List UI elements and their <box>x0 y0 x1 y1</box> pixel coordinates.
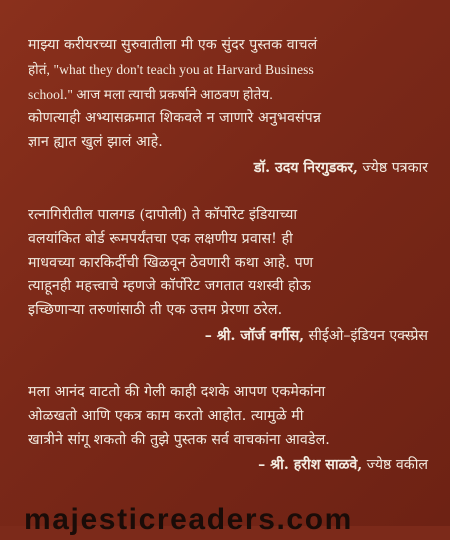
testimonial-1-line-3: school." आज मला त्याची प्रकर्षाने आठवण होतेय. <box>28 86 273 102</box>
testimonial-3-line-1: मला आनंद वाटतो की गेली काही दशके आपण एकमेकांना <box>28 384 326 400</box>
testimonial-2-line-1: रत्नागिरीतील पालगड (दापोली) ते कॉर्पोरेट इंडियाच्या <box>28 207 298 223</box>
testimonial-1-line-1: माझ्या करीयरच्या सुरुवातीला मी एक सुंदर पुस्तक वाचलं <box>28 37 318 53</box>
testimonial-2 <box>28 204 430 349</box>
testimonial-2-line-4: त्याहूनही महत्त्वाचे म्हणजे कॉर्पोरेट जगतात यशस्वी होऊ <box>28 278 311 295</box>
testimonial-3-line-2: ओळखतो आणि एकत्र काम करतो आहोत. त्यामुळे मी <box>28 407 304 424</box>
testimonial-3-line-3: खात्रीने सांगू शकतो की तुझे पुस्तक सर्व वाचकांना आवडेल. <box>28 431 330 448</box>
testimonial-1 <box>28 34 430 181</box>
testimonial-3-role: ज्येष्ठ वकील <box>366 457 428 474</box>
testimonial-1-line-5: ज्ञान ह्यात खुलं झालं आहे. <box>28 134 163 151</box>
testimonial-1-line-4: कोणत्याही अभ्यासक्रमात शिकवले न जाणारे अनुभवसंपन्न <box>28 110 322 127</box>
testimonial-1-role: ज्येष्ठ पत्रकार <box>362 159 428 176</box>
watermark: majesticreaders.com <box>24 503 353 536</box>
testimonial-2-author: – श्री. जॉर्ज वर्गीस, <box>204 327 305 344</box>
testimonial-2-line-2: वलयांकित बोर्ड रूमपर्यंतचा एक लक्षणीय प्रवास! ही <box>28 230 293 247</box>
testimonial-1-attribution <box>28 157 428 181</box>
testimonial-2-line-3: माधवच्या कारकिर्दीची खिळवून ठेवणारी कथा आहे. पण <box>28 254 314 271</box>
testimonial-2-line-5: इच्छिणाऱ्या तरुणांसाठी ती एक उत्तम प्रेरणा ठरेल. <box>28 302 283 319</box>
testimonial-3-author: – श्री. हरीश साळवे, <box>258 457 363 474</box>
testimonial-1-author: डॉ. उदय निरगुडकर, <box>253 159 358 176</box>
testimonial-2-text <box>28 204 430 323</box>
testimonial-3 <box>28 381 430 478</box>
testimonial-1-line-2: होतं, "what they don't teach you at Harvard Business <box>28 61 314 77</box>
testimonial-2-role: सीईओ–इंडियन एक्स्प्रेस <box>308 327 428 344</box>
testimonial-2-attribution <box>28 325 428 349</box>
testimonial-3-attribution <box>28 454 428 478</box>
testimonial-1-text <box>28 34 430 155</box>
testimonial-3-text <box>28 381 430 452</box>
